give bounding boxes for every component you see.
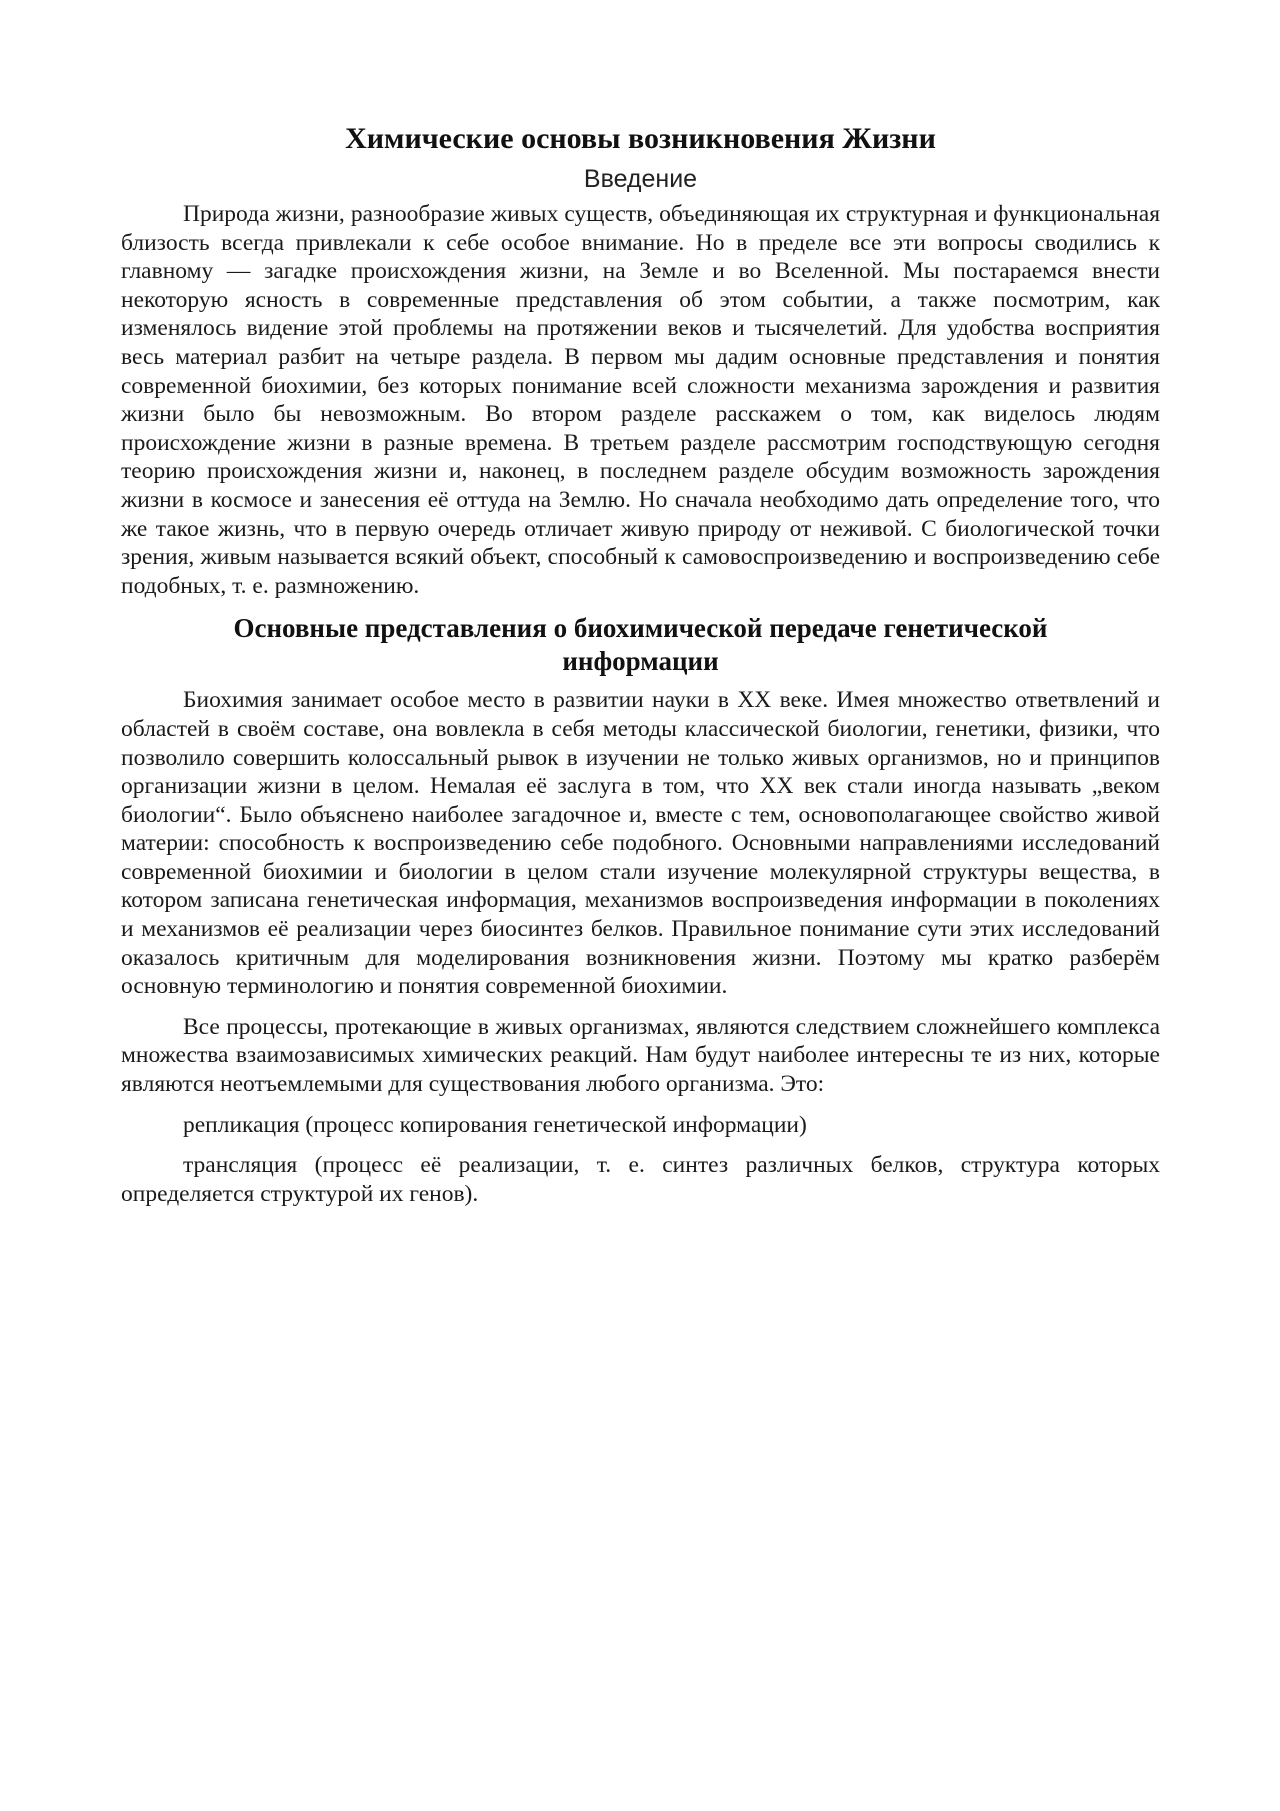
document-subtitle: Введение xyxy=(583,165,698,193)
document-page xyxy=(121,120,1160,1220)
section-paragraph-1: Биохимия занимает особое место в развитии науки в XX веке. Имея множество ответвлений и областей в своём составе, она вовлекла в себя методы классической биологии, генетики, физики, что позволило совершить колоссальный рывок в изучении не только живых организмов, но и принципов организации жизни в целом. Немалая её заслуга в том, что XX век стали иногда называть „веком биологии“. Было объяснено наиболее загадочное и, вместе с тем, основополагающее свойство живой материи: способность к воспроизведению себе подобного. Основными направлениями исследований современной биохимии и биологии в целом стали изучение молекулярной структуры вещества, в котором записана генетическая информация, механизмов воспроизведения информации в поколениях и механизмов её реализации через биосинтез белков. Правильное понимание сути этих исследований оказалось критичным для моделирования возникновения жизни. Поэтому мы кратко разберём основную терминологию и понятия современной биохимии. xyxy=(121,687,1160,1000)
section-heading: Основные представления о биохимической передаче генетической информации xyxy=(233,613,1048,677)
list-item-translation: трансляция (процесс её реализации, т. е. синтез различных белков, структура которых определяется структурой их генов). xyxy=(121,1152,1160,1207)
list-item-replication: репликация (процесс копирования генетической информации) xyxy=(183,1111,807,1138)
section-paragraph-2: Все процессы, протекающие в живых организмах, являются следствием сложнейшего комплекса множества взаимозависимых химических реакций. Нам будут наиболее интересны те из них, которые являются неотъемлемыми для существования любого организма. Это: xyxy=(121,1013,1160,1098)
intro-paragraph: Природа жизни, разнообразие живых существ, объединяющая их структурная и функциональная близость всегда привлекали к себе особое внимание. Но в пределе все эти вопросы сводились к главному — загадке происхождения жизни, на Земле и во Вселенной. Мы постараемся внести некоторую ясность в современные представления об этом событии, а также посмотрим, как изменялось видение этой проблемы на протяжении веков и тысячелетий. Для удобства восприятия весь материал разбит на четыре раздела. В первом мы дадим основные представления и понятия современной биохимии, без которых понимание всей сложности механизма зарождения и развития жизни было бы невозможным. Во втором разделе расскажем о том, как виделось людям происхождение жизни в разные времена. В третьем разделе рассмотрим господствующую сегодня теорию происхождения жизни и, наконец, в последнем разделе обсудим возможность зарождения жизни в космосе и занесения её оттуда на Землю. Но сначала необходимо дать определение того, что же такое жизнь, что в первую очередь отличает живую природу от неживой. С биологической точки зрения, живым называется всякий объект, способный к самовоспроизведению и воспроизведению себе подобных, т. е. размножению. xyxy=(121,201,1160,599)
document-title: Химические основы возникновения Жизни xyxy=(345,122,936,155)
